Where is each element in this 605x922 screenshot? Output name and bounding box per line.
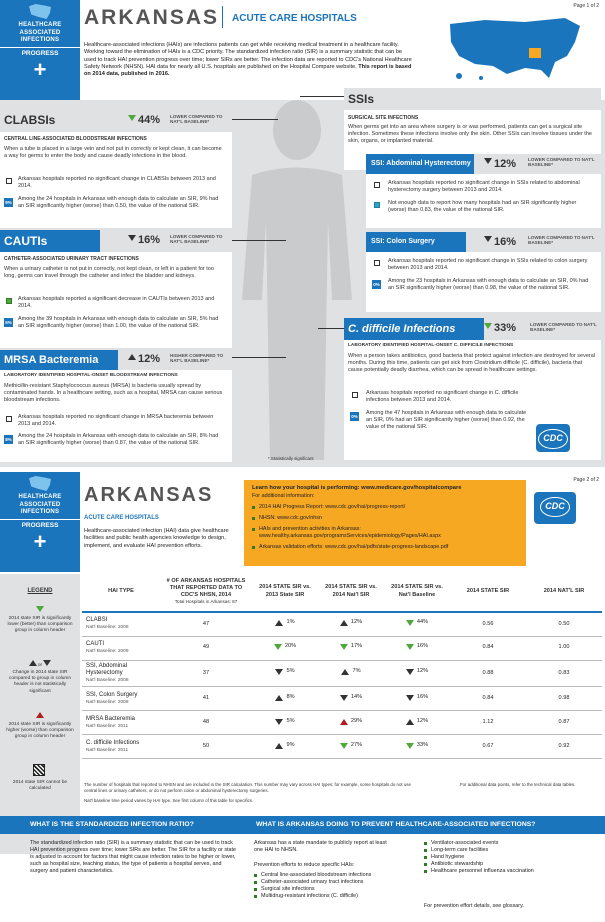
table-note-1b: For additional data points, refer to the technical data tables.: [460, 782, 576, 787]
clabsi-compare: LOWER COMPARED TO NAT'L BASELINE*: [170, 114, 223, 125]
table-note-2: Nat'l baseline time period varies by HAI type. See first column of this table for specifics.: [84, 798, 254, 803]
legend-lower: 2014 state SIR is significantly lower (better) than comparison group in column header: [7, 616, 73, 634]
title-divider: [222, 6, 223, 28]
ssi-abd-no-change-box: [374, 182, 380, 188]
cauti-trend: Arkansas hospitals reported a significant decrease in CAUTIs between 2013 and 2014.: [18, 296, 215, 310]
state-title: ARKANSAS: [84, 6, 220, 29]
additional-info-label: For additional information:: [252, 492, 315, 499]
cauti-subtitle: CATHETER-ASSOCIATED URINARY TRACT INFECTIONS: [4, 256, 139, 262]
trend-arrow-icon: [274, 644, 282, 650]
clabsi-pct: 44%: [138, 114, 161, 126]
prevention-item: Surgical site infections: [254, 886, 404, 893]
mrsa-title: MRSA Bacteremia: [4, 354, 99, 366]
cauti-down-arrow: [128, 235, 136, 244]
connector-cdiff: [318, 328, 344, 329]
sir-question: WHAT IS THE STANDARDIZED INFECTION RATIO?: [30, 821, 194, 828]
acute-care-subtitle-2: ACUTE CARE HOSPITALS: [84, 515, 159, 521]
nat-baseline: Nat'l Baseline: 2008: [86, 699, 129, 705]
pct-change: 20%: [284, 643, 297, 650]
prevention-item: Catheter-associated urinary tract infections: [254, 879, 404, 886]
logo2-line-1: HEALTHCARE: [18, 494, 62, 500]
pct-change: 16%: [416, 693, 429, 700]
hai-data-description: Healthcare-associated infection (HAI) data give healthcare facilities and public health agencies knowledge to design, implement, and evaluate HAI prevention efforts.: [84, 528, 229, 549]
clabsi-section: [0, 110, 232, 228]
ssi-body: When germs get into an area where surgery is or was performed, patients can get a surgical site infection. Sometimes these infections involve only the skin. Other SSIs can involve tissues under the skin, organs, or implanted material.: [348, 124, 592, 145]
natl-sir: 0.83: [558, 669, 570, 676]
hai-progress-logo-2: [0, 472, 80, 572]
hospital-count: 41: [202, 695, 210, 702]
plus-icon: +: [33, 56, 47, 82]
ssi-col-section: [366, 232, 601, 312]
cdiff-compare: LOWER COMPARED TO NAT'L BASELINE*: [530, 322, 597, 333]
hai-progress-logo: [0, 0, 80, 100]
trend-arrow-icon: [406, 669, 414, 675]
usa-map-icon-2: [29, 476, 51, 491]
col-vs-2013: 2014 STATE SIR vs. 2013 State SIR: [252, 572, 318, 612]
cdc-logo: CDC: [536, 424, 570, 452]
prevention-item: Antibiotic stewardship: [424, 861, 594, 868]
validation-link[interactable]: Arkansas validation efforts: www.cdc.gov/hai/pdfs/state-progress-landscape.pdf: [252, 544, 518, 551]
prevention-efforts-label: Prevention efforts to reduce specific HAIs:: [254, 862, 355, 868]
ssi-col-tag: 0%: [373, 282, 380, 287]
nat-baseline: Nat'l Baseline: 2008: [86, 678, 129, 684]
trend-arrow-icon: [275, 743, 283, 749]
ssi-col-trend: Arkansas hospitals reported no significant change in SSIs related to colon surgery between 2013 and 2014.: [388, 258, 588, 272]
body-silhouette: [232, 100, 362, 460]
natl-sir: 0.98: [558, 695, 570, 702]
table-note-1: The number of hospitals that reported to NHSN and are included in the SIR calculation. This number may vary across HAI types; for example, some hospitals do not use central lines or urinary catheters, or do not perform colon or abdominal hysterectomy surgeries.: [84, 782, 411, 793]
usa-map-icon: [29, 4, 51, 19]
natl-sir: 0.87: [558, 719, 570, 726]
logo-line-1: HEALTHCARE: [18, 22, 62, 28]
sir-comparison-table: [82, 572, 602, 759]
ssi-col-down-arrow: [484, 236, 492, 245]
pct-change: 16%: [416, 643, 429, 650]
cauti-body: When a urinary catheter is not put in correctly, not kept clean, or left in a patient for too long, germs can travel through the catheter and infect the bladder and kidneys.: [4, 266, 214, 280]
logo-line-2: ASSOCIATED: [19, 29, 61, 36]
ssi-col-title: SSI: Colon Surgery: [371, 238, 435, 245]
legend-green-arrow-icon: [36, 606, 44, 615]
pct-change: 44%: [416, 619, 429, 626]
table-row: [82, 687, 602, 711]
cdiff-no-change-box: [352, 392, 358, 398]
state-title-2: ARKANSAS: [84, 484, 214, 506]
acute-care-subtitle: ACUTE CARE HOSPITALS: [232, 13, 357, 24]
logo-progress: PROGRESS: [0, 47, 80, 58]
prevention-list-1: [254, 872, 404, 900]
cdiff-section: [344, 318, 601, 460]
table-row: [82, 735, 602, 759]
ssi-abd-hospitals: Not enough data to report how many hospitals had an SIR significantly higher (worse) than 0.83, the value of the national SIR.: [388, 200, 577, 214]
hai-type-name: MRSA Bacteremia: [86, 715, 136, 722]
hospital-count: 50: [202, 743, 210, 750]
cauti-decrease-box: [6, 298, 12, 304]
trend-arrow-icon: [406, 644, 414, 650]
cdiff-title: C. difficile Infections: [348, 323, 456, 335]
arkansas-hai-link[interactable]: HAIs and prevention activities in Arkansas: www.healthy.arkansas.gov/programsServices/epidemiology/Pages/HAI.aspx: [252, 526, 518, 540]
logo2-line-2: ASSOCIATED: [19, 501, 61, 508]
cauti-section: [0, 230, 232, 348]
clabsi-title: CLABSIs: [4, 113, 56, 127]
hai-type-name: C. difficile Infections: [86, 739, 140, 746]
trend-arrow-icon: [275, 669, 283, 675]
hai-type-name: SSI, Abdominal Hysterectomy: [86, 662, 128, 677]
pct-change: 5%: [286, 668, 295, 675]
pct-change: 12%: [350, 619, 363, 626]
cauti-compare: LOWER COMPARED TO NAT'L BASELINE*: [170, 234, 223, 245]
legend-cannot-calculate: 2014 state SIR cannot be calculated: [12, 780, 68, 792]
mrsa-section: [0, 350, 232, 462]
legend-higher: 2014 state SIR is significantly higher (worse) than comparison group in column header: [6, 722, 74, 740]
ssi-abd-trend: Arkansas hospitals reported no significant change in SSIs related to abdominal hysterectomy surgery between 2013 and 2014.: [388, 180, 580, 194]
clabsi-no-change-box: [6, 178, 12, 184]
table-row: [82, 612, 602, 636]
pct-change: 5%: [286, 717, 295, 724]
cdiff-body: When a person takes antibiotics, good bacteria that protect against infection are destroyed for several months. During this time, patients can get sick from Clostridium difficile (C. difficile), bacteria that cause potentially deadly diarrhea, which can be spread in healthcare settings.: [348, 353, 596, 374]
prevention-item: Multidrug-resistant infections (C. difficile): [254, 893, 404, 900]
mrsa-compare: HIGHER COMPARED TO NAT'L BASELINE*: [170, 353, 224, 364]
col-vs-baseline: 2014 STATE SIR vs. Nat'l Baseline: [384, 572, 450, 612]
natl-sir: 1.00: [558, 644, 570, 651]
trend-arrow-icon: [275, 719, 283, 725]
trend-arrow-icon: [406, 695, 414, 701]
trend-arrow-icon: [340, 695, 348, 701]
ssi-abd-title: SSI: Abdominal Hysterectomy: [371, 160, 471, 167]
intro-text: Healthcare-associated infections (HAIs) are infections patients can get while receiving medical treatment in a healthcare facility. Working toward the elimination of HAIs is a CDC priority. The standardized infection ratio (SIR) is a summary statistic that can be used to track HAI prevention progress over time; lower SIRs are better. The infection data are reported to CDC's National Healthcare Safety Network (NHSN). HAI data for nearly all U.S. hospitals are published on the Hospital Compare website. This report is based on 2014 data, published in 2016.: [84, 42, 412, 78]
trend-arrow-icon: [340, 620, 348, 626]
pct-change: 8%: [286, 693, 295, 700]
prevention-question: WHAT IS ARKANSAS DOING TO PREVENT HEALTHCARE-ASSOCIATED INFECTIONS?: [256, 821, 536, 828]
state-sir: 0.84: [482, 644, 494, 651]
state-sir: 1.12: [482, 719, 494, 726]
pct-change: 7%: [352, 668, 361, 675]
ssi-col-compare: LOWER COMPARED TO NAT'L BASELINE*: [528, 235, 595, 246]
mrsa-up-arrow: [128, 354, 136, 363]
col-hospitals: # OF ARKANSAS HOSPITALS THAT REPORTED DATA TO CDC'S NHSN, 2014 Total Hospitals in Arkansas: 87: [160, 572, 252, 612]
page-number-2: Page 2 of 2: [573, 477, 599, 483]
hospital-count: 37: [202, 669, 210, 676]
hai-type-name: CLABSI: [86, 617, 108, 624]
logo2-line-3: INFECTIONS: [20, 509, 60, 515]
legend-red-arrow-icon: [36, 712, 44, 721]
ssi-col-no-change-box: [374, 260, 380, 266]
pct-change: 12%: [416, 717, 429, 724]
nat-baseline: Nat'l Baseline: 2008: [86, 625, 129, 631]
cdiff-subtitle: LABORATORY IDENTIFIED HOSPITAL-ONSET C. DIFFICILE INFECTIONS: [348, 343, 514, 348]
ssi-abd-down-arrow: [484, 158, 492, 167]
state-sir: 0.88: [482, 669, 494, 676]
cdiff-hospitals: Among the 47 hospitals in Arkansas with enough data to calculate an SIR, 0% had an SIR significantly higher (worse) than 0.92, the value of the national SIR.: [366, 410, 527, 431]
clabsi-down-arrow: [128, 115, 136, 124]
state-sir: 0.84: [482, 695, 494, 702]
state-sir: 0.56: [482, 620, 494, 627]
hai-type-name: CAUTI: [86, 640, 104, 647]
ssi-abd-no-data-box: [374, 202, 380, 208]
trend-arrow-icon: [406, 719, 414, 725]
pct-change: 33%: [416, 741, 429, 748]
ssi-subtitle: SURGICAL SITE INFECTIONS: [348, 115, 419, 121]
prevention-item: Hand hygiene: [424, 854, 594, 861]
mandate-text: Arkansas has a state mandate to publicly report at least one HAI to NHSN.: [254, 840, 387, 854]
logo-line-3: INFECTIONS: [20, 37, 60, 43]
nat-baseline: Nat'l Baseline: 2011: [86, 723, 129, 729]
natl-sir: 0.50: [558, 620, 570, 627]
cdiff-trend: Arkansas hospitals reported no significant change in C. difficile infections between 2013 and 2014.: [366, 390, 519, 404]
legend-hatched-icon: [33, 764, 45, 776]
pct-change: 27%: [350, 741, 363, 748]
prevention-item: Long-term care facilities: [424, 847, 594, 854]
legend-not-significant: Change in 2014 state SIR compared to group in column header is not statistically significant: [8, 670, 72, 694]
mrsa-trend: Arkansas hospitals reported no significant change in MRSA bacteremia between 2013 and 2014.: [18, 414, 214, 428]
clabsi-hospitals: Among the 24 hospitals in Arkansas with enough data to calculate an SIR, 9% had an SIR significantly higher (worse) than 0.50, the value of the national SIR.: [18, 196, 219, 210]
glossary-note: For prevention effort details, see glossary.: [424, 903, 524, 909]
mrsa-tag: 8%: [5, 437, 12, 442]
col-state-sir: 2014 STATE SIR: [450, 572, 526, 612]
ssi-title: SSIs: [348, 92, 375, 106]
cdiff-down-arrow: [484, 323, 492, 332]
ssi-abd-pct: 12%: [494, 158, 517, 170]
hospital-count: 49: [202, 644, 210, 651]
trend-arrow-icon: [406, 743, 414, 749]
pct-change: 14%: [350, 693, 363, 700]
plus-icon-2: +: [33, 528, 47, 554]
trend-arrow-icon: [340, 644, 348, 650]
cauti-title: CAUTIs: [4, 234, 48, 248]
ssi-col-hospitals: Among the 23 hospitals in Arkansas with enough data to calculate an SIR, 0% had an SIR significantly higher (worse) than 0.98, the value of the national SIR.: [388, 278, 589, 292]
pct-change: 17%: [350, 643, 363, 650]
natl-sir: 0.92: [558, 743, 570, 750]
connector-ssi: [300, 96, 348, 97]
pct-change: 9%: [286, 741, 295, 748]
hai-type-name: SSI, Colon Surgery: [86, 691, 138, 698]
bottom-header-bar: [0, 816, 605, 834]
statistically-significant-note: * Statistically significant: [268, 456, 314, 461]
trend-arrow-icon: [275, 620, 283, 626]
cauti-pct: 16%: [138, 234, 161, 246]
state-sir: 0.67: [482, 743, 494, 750]
progress-report-link[interactable]: 2014 HAI Progress Report: www.cdc.gov/hai/progress-report/: [252, 504, 518, 511]
prevention-item: Healthcare personnel influenza vaccination: [424, 868, 594, 875]
clabsi-tag: 9%: [5, 200, 12, 205]
learn-link[interactable]: Learn how your hospital is performing: www.medicare.gov/hospitalcompare: [252, 485, 462, 491]
clabsi-trend: Arkansas hospitals reported no significant change in CLABSIs between 2013 and 2014.: [18, 176, 216, 190]
cdc-logo-2: CDC: [534, 492, 576, 524]
pct-change: 29%: [350, 717, 363, 724]
hospital-count: 48: [202, 719, 210, 726]
mrsa-hospitals: Among the 24 hospitals in Arkansas with enough data to calculate an SIR, 8% had an SIR significantly higher (worse) than 0.87, the value of the national SIR.: [18, 433, 219, 447]
cauti-tag: 5%: [5, 320, 12, 325]
trend-arrow-icon: [341, 669, 349, 675]
nat-baseline: Nat'l Baseline: 2011: [86, 747, 129, 753]
pct-change: 12%: [416, 668, 429, 675]
hospital-count: 47: [202, 620, 210, 627]
trend-arrow-icon: [340, 719, 348, 725]
table-row: [82, 711, 602, 735]
legend-panel: [0, 574, 80, 854]
mrsa-pct: 12%: [138, 353, 161, 365]
ssi-abd-section: [366, 154, 601, 228]
nhsn-link[interactable]: NHSN: www.cdc.gov/nhsn: [252, 515, 518, 522]
cauti-hospitals: Among the 39 hospitals in Arkansas with enough data to calculate an SIR, 5% had an SIR significantly higher (worse) than 1.00, the value of the national SIR.: [18, 316, 219, 330]
sir-answer: The standardized infection ratio (SIR) is a summary statistic that can be used to track HAI prevention progress over time; lower SIRs are better. The SIR for a facility or state is adjusted to account for factors that might cause infection rates to be higher or lower, such as hospital size, teaching status, the type of patients a hospital serves, and surgery and patient characteristics.: [30, 840, 237, 875]
clabsi-body: When a tube is placed in a large vein and not put in correctly or kept clean, it can become a way for germs to enter the body and cause deadly infections in the blood.: [4, 146, 222, 160]
page-number: Page 1 of 2: [573, 3, 599, 9]
cdiff-pct: 33%: [494, 322, 517, 334]
mrsa-no-change-box: [6, 416, 12, 422]
pct-change: 1%: [286, 619, 295, 626]
logo2-progress: PROGRESS: [0, 519, 80, 530]
trend-arrow-icon: [275, 695, 283, 701]
mrsa-subtitle: LABORATORY IDENTIFIED HOSPITAL-ONSET BLOODSTREAM INFECTIONS: [4, 373, 178, 378]
trend-arrow-icon: [340, 743, 348, 749]
page-two: [0, 472, 605, 922]
ssi-abd-compare: LOWER COMPARED TO NAT'L BASELINE*: [528, 157, 595, 168]
prevention-item: Central line-associated bloodstream infections: [254, 872, 404, 879]
cdiff-tag: 0%: [351, 414, 358, 419]
table-row: [82, 636, 602, 660]
prevention-list-2: [424, 840, 594, 875]
us-map-icon: [445, 12, 585, 84]
mrsa-body: Methicillin-resistant Staphylococcus aureus (MRSA) is bacteria usually spread by contaminated hands. In a healthcare setting, such as a hospital, MRSA can cause serious bloodstream infections.: [4, 383, 223, 404]
col-vs-natl: 2014 STATE SIR vs. 2014 Nat'l SIR: [318, 572, 384, 612]
nat-baseline: Nat'l Baseline: 2009: [86, 648, 129, 654]
table-row: [82, 660, 602, 687]
ssi-col-pct: 16%: [494, 236, 517, 248]
prevention-item: Ventilator-associated events: [424, 840, 594, 847]
clabsi-subtitle: CENTRAL LINE-ASSOCIATED BLOODSTREAM INFECTIONS: [4, 136, 147, 142]
trend-arrow-icon: [406, 620, 414, 626]
info-links-panel: [244, 480, 526, 566]
legend-neutral-arrows-icon: or: [20, 660, 60, 669]
col-natl-sir: 2014 NAT'L SIR: [526, 572, 602, 612]
legend-title: LEGEND: [27, 588, 53, 594]
col-hai-type: HAI TYPE: [82, 572, 160, 612]
